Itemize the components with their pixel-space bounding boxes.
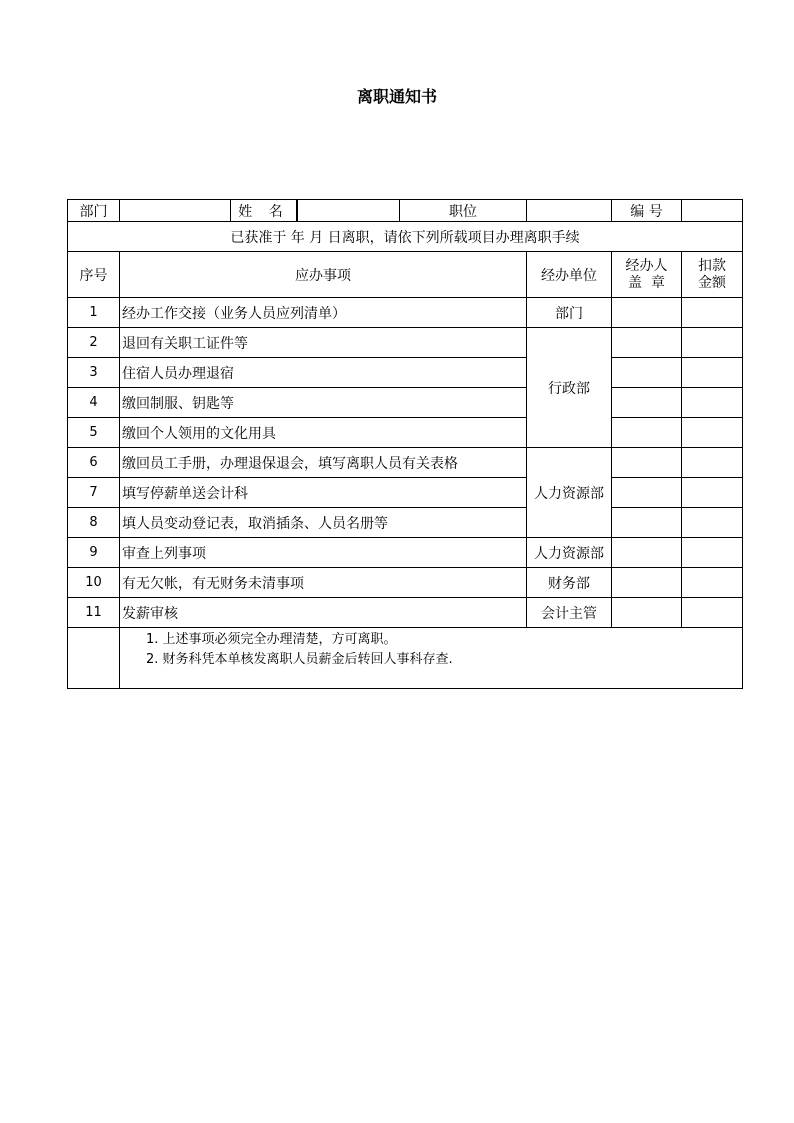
deduct-cell[interactable] <box>682 448 743 478</box>
row-item: 审查上列事项 <box>120 538 527 568</box>
table-row <box>68 328 743 358</box>
stamp-cell[interactable] <box>612 448 682 478</box>
deduct-cell[interactable] <box>682 328 743 358</box>
row-item: 缴回员工手册，办理退保退会，填写离职人员有关表格 <box>120 448 527 478</box>
stamp-cell[interactable] <box>612 418 682 448</box>
deduct-cell[interactable] <box>682 568 743 598</box>
item-header: 应办事项 <box>120 252 527 298</box>
table-row <box>68 508 743 538</box>
deduct-cell[interactable] <box>682 508 743 538</box>
row-item: 退回有关职工证件等 <box>120 328 527 358</box>
row-seq: 4 <box>68 388 120 418</box>
unit-header: 经办单位 <box>527 252 612 298</box>
table-row <box>68 448 743 478</box>
row-seq: 7 <box>68 478 120 508</box>
stamp-cell[interactable] <box>612 538 682 568</box>
stamp-cell[interactable] <box>612 508 682 538</box>
deduct-cell[interactable] <box>682 358 743 388</box>
approval-row <box>68 222 743 252</box>
stamp-cell[interactable] <box>612 388 682 418</box>
row-seq: 10 <box>68 568 120 598</box>
stamp-cell[interactable] <box>612 568 682 598</box>
table-row <box>68 388 743 418</box>
stamp-cell[interactable] <box>612 598 682 628</box>
row-seq: 5 <box>68 418 120 448</box>
row-unit: 部门 <box>527 298 612 328</box>
row-unit: 财务部 <box>527 568 612 598</box>
deduct-cell[interactable] <box>682 598 743 628</box>
row-unit: 会计主管 <box>527 598 612 628</box>
resignation-form-table <box>67 199 743 689</box>
position-label: 职位 <box>400 200 527 222</box>
table-row <box>68 538 743 568</box>
row-item: 发薪审核 <box>120 598 527 628</box>
position-field[interactable] <box>527 200 612 222</box>
notes-blank-cell <box>68 628 120 689</box>
row-unit: 人力资源部 <box>527 538 612 568</box>
table-row <box>68 418 743 448</box>
table-row <box>68 358 743 388</box>
row-item: 缴回个人领用的文化用具 <box>120 418 527 448</box>
stamp-header-line1: 经办人 <box>625 257 668 274</box>
row-item: 住宿人员办理退宿 <box>120 358 527 388</box>
table-row <box>68 298 743 328</box>
row-item: 填写停薪单送会计科 <box>120 478 527 508</box>
dept-field[interactable] <box>120 200 298 222</box>
notes-row <box>68 628 743 689</box>
row-seq: 11 <box>68 598 120 628</box>
stamp-header <box>612 252 682 298</box>
deduct-cell[interactable] <box>682 538 743 568</box>
table-row <box>68 568 743 598</box>
employee-info-row <box>68 200 743 222</box>
number-field[interactable] <box>682 200 743 222</box>
deduct-header-line1: 扣款 <box>698 257 727 274</box>
row-unit: 人力资源部 <box>527 448 612 538</box>
notes-cell <box>120 628 743 689</box>
deduct-cell[interactable] <box>682 478 743 508</box>
stamp-cell[interactable] <box>612 478 682 508</box>
table-row <box>68 598 743 628</box>
column-header-row <box>68 252 743 298</box>
dept-label: 部门 <box>68 200 120 222</box>
row-item: 经办工作交接（业务人员应列清单） <box>120 298 527 328</box>
row-item: 有无欠帐，有无财务未清事项 <box>120 568 527 598</box>
row-seq: 9 <box>68 538 120 568</box>
stamp-cell[interactable] <box>612 358 682 388</box>
approval-text: 已获准于 年 月 日离职，请依下列所载项目办理离职手续 <box>68 222 743 252</box>
row-seq: 2 <box>68 328 120 358</box>
row-unit: 行政部 <box>527 328 612 448</box>
name-label: 姓 名 <box>231 200 297 221</box>
stamp-header-line2: 盖 章 <box>628 274 665 291</box>
deduct-header <box>682 252 743 298</box>
deduct-cell[interactable] <box>682 388 743 418</box>
stamp-cell[interactable] <box>612 298 682 328</box>
row-seq: 8 <box>68 508 120 538</box>
deduct-cell[interactable] <box>682 298 743 328</box>
note-item: 2. 财务科凭本单核发离职人员薪金后转回人事科存查. <box>146 652 453 667</box>
deduct-header-line2: 金额 <box>698 274 727 291</box>
row-item: 填人员变动登记表，取消插条、人员名册等 <box>120 508 527 538</box>
seq-header: 序号 <box>68 252 120 298</box>
document-title: 离职通知书 <box>356 87 437 106</box>
table-row <box>68 478 743 508</box>
row-seq: 6 <box>68 448 120 478</box>
row-item: 缴回制服、钥匙等 <box>120 388 527 418</box>
row-seq: 3 <box>68 358 120 388</box>
note-item: 1. 上述事项必须完全办理清楚，方可离职。 <box>146 632 397 647</box>
deduct-cell[interactable] <box>682 418 743 448</box>
number-label: 编 号 <box>612 200 682 222</box>
name-field[interactable] <box>298 200 400 222</box>
stamp-cell[interactable] <box>612 328 682 358</box>
row-seq: 1 <box>68 298 120 328</box>
